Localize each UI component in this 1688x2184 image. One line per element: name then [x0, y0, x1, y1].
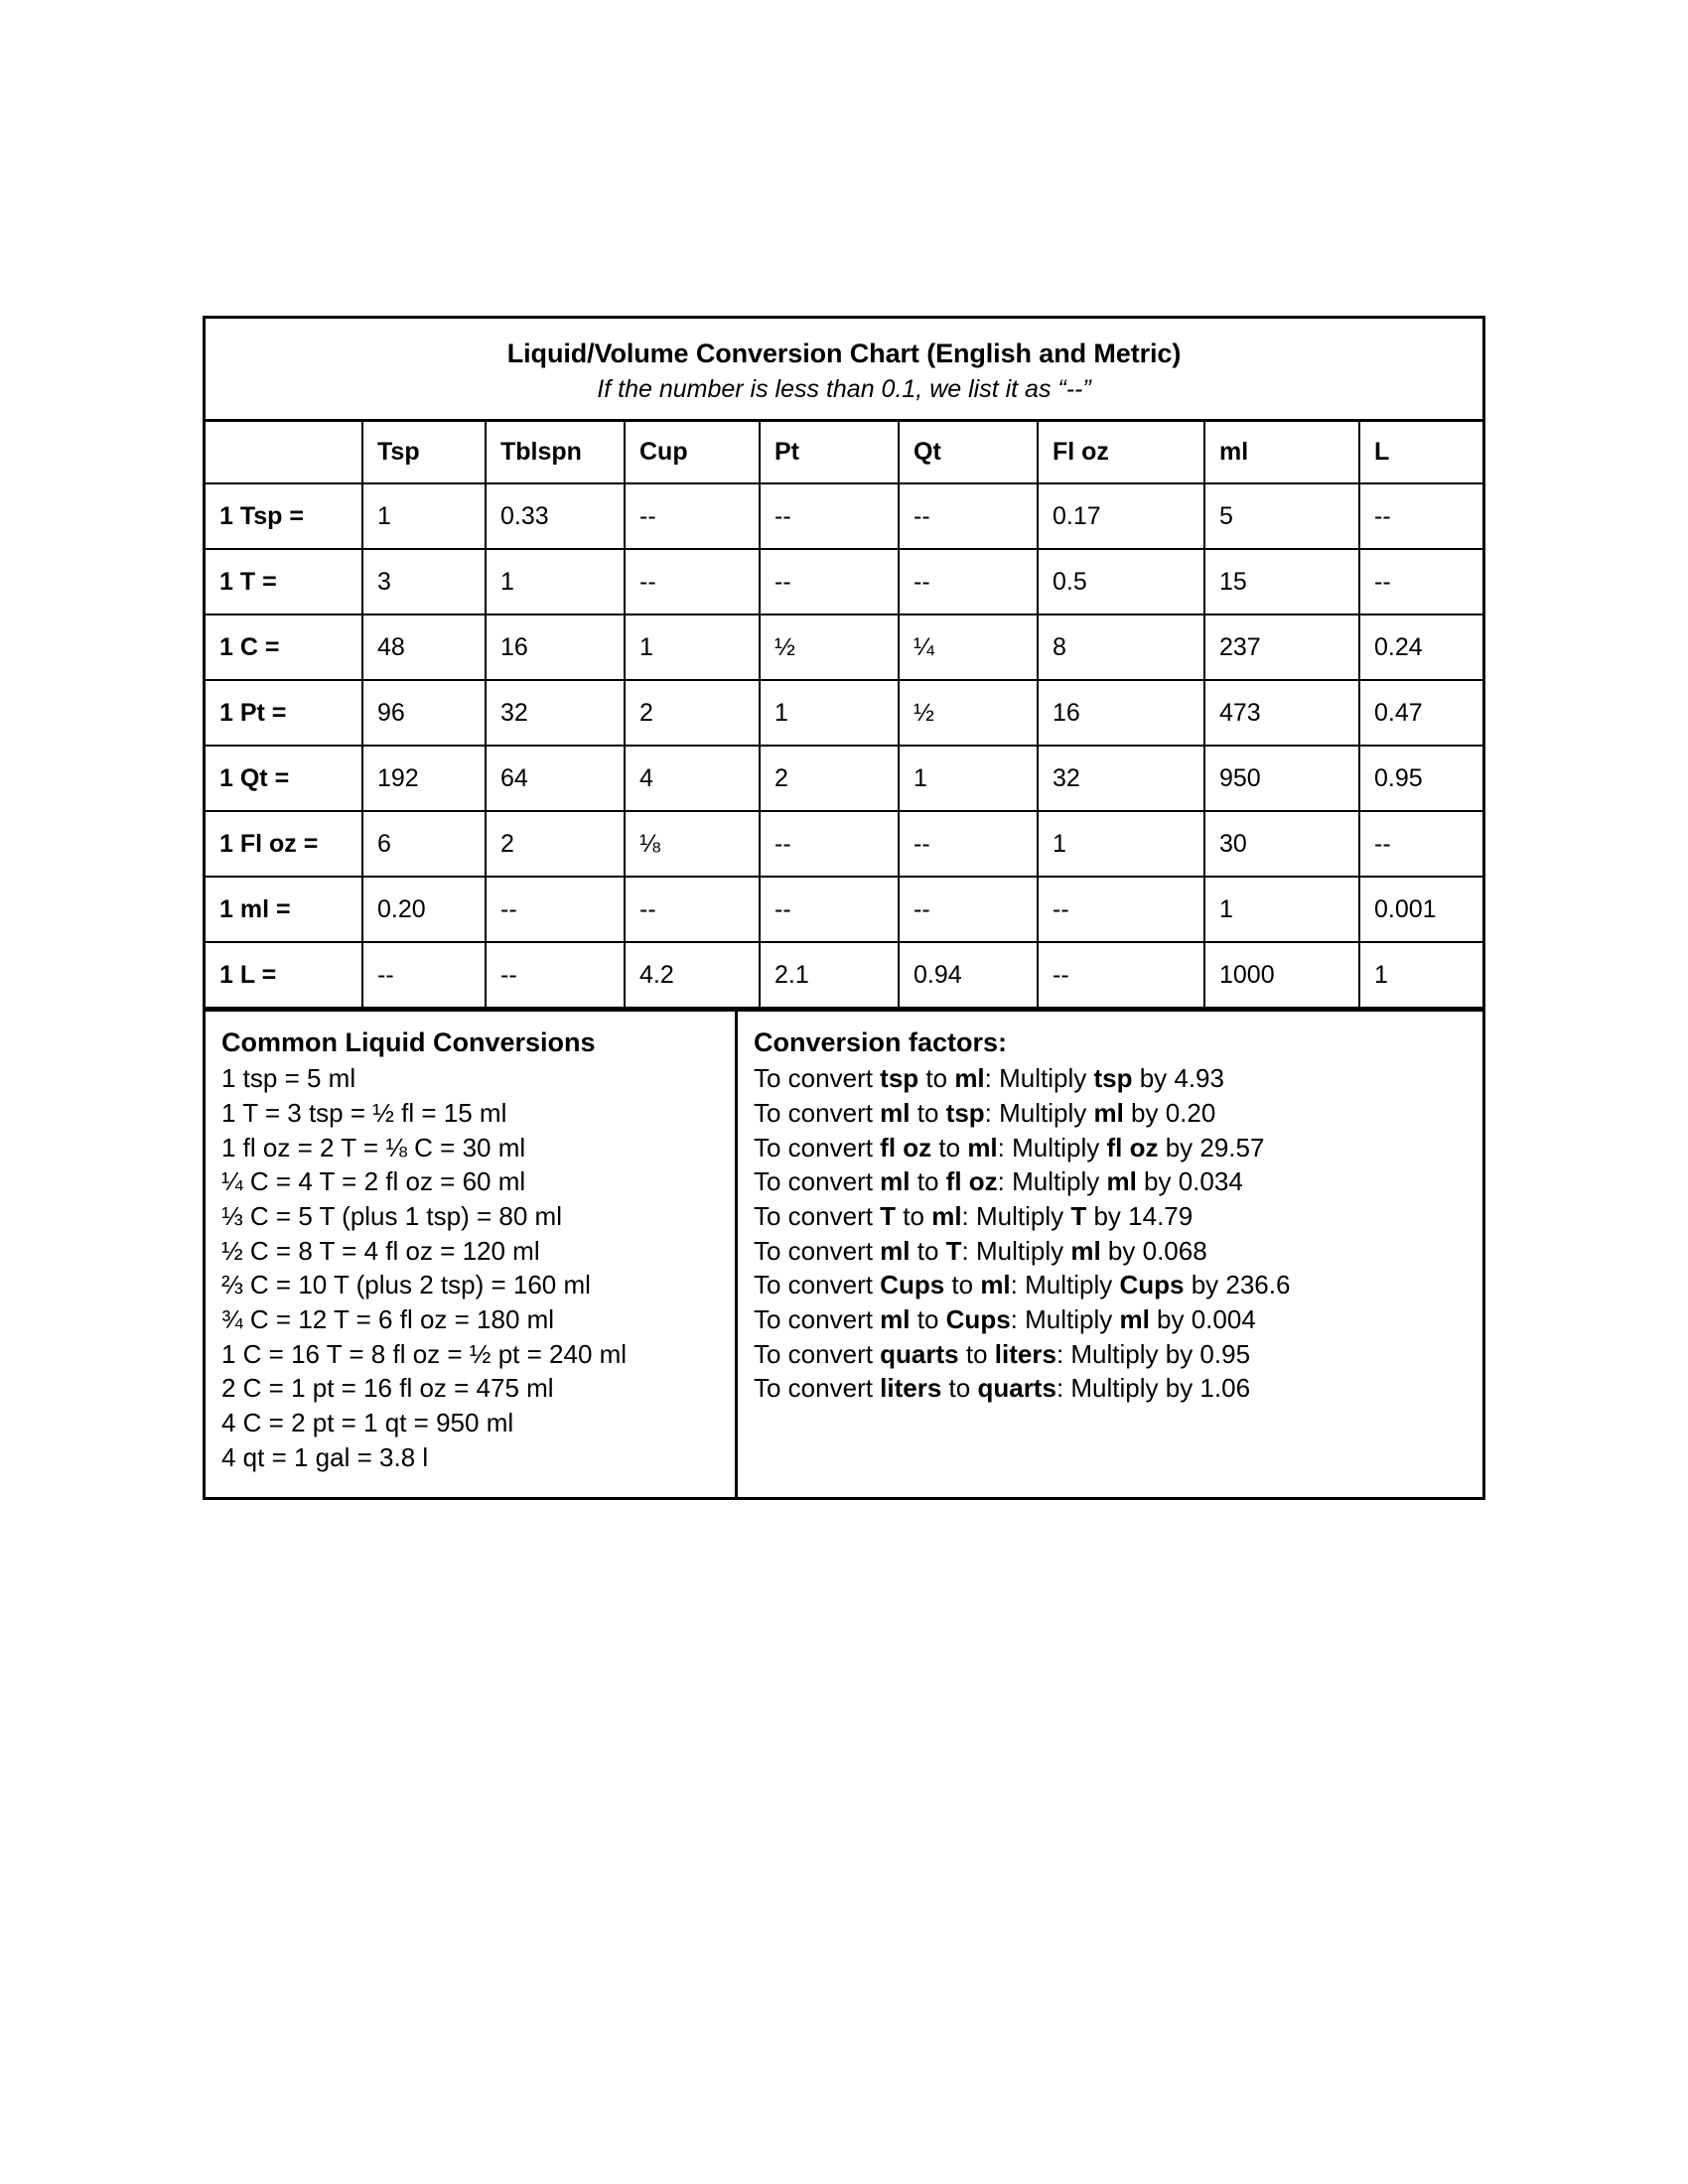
table-cell: 1 — [1359, 942, 1482, 1008]
table-cell: 0.001 — [1359, 877, 1482, 942]
common-conversion-line: ¾ C = 12 T = 6 fl oz = 180 ml — [221, 1304, 555, 1335]
table-row — [206, 877, 1482, 942]
column-header-floz: Fl oz — [1038, 422, 1204, 483]
table-cell: 0.94 — [899, 942, 1038, 1008]
table-cell: -- — [486, 942, 625, 1008]
table-cell: 1 — [625, 614, 760, 680]
table-cell: 30 — [1204, 811, 1359, 877]
table-cell: -- — [362, 942, 486, 1008]
conversion-factor-line: To convert fl oz to ml: Multiply fl oz by 29.57 — [754, 1132, 1265, 1162]
table-cell: ½ — [899, 680, 1038, 746]
common-conversion-line: 1 fl oz = 2 T = ⅛ C = 30 ml — [221, 1132, 526, 1162]
common-conversions-heading: Common Liquid Conversions — [221, 1027, 596, 1058]
conversion-factor-line: To convert tsp to ml: Multiply tsp by 4.93 — [754, 1063, 1224, 1094]
table-cell: 2 — [625, 680, 760, 746]
table-row — [206, 549, 1482, 614]
table-cell: -- — [1038, 942, 1204, 1008]
table-cell: -- — [1359, 483, 1482, 549]
table-row — [206, 811, 1482, 877]
conversion-factors-list — [754, 1061, 1473, 1406]
column-header-tblspn: Tblspn — [486, 422, 625, 483]
table-body — [206, 483, 1482, 1008]
notes-section — [206, 1009, 1482, 1497]
table-cell: 1 — [362, 483, 486, 549]
common-conversion-line: 4 qt = 1 gal = 3.8 l — [221, 1441, 429, 1472]
table-cell: -- — [1359, 549, 1482, 614]
row-header: 1 Pt = — [206, 680, 362, 746]
table-cell: ¼ — [899, 614, 1038, 680]
common-conversions-panel — [206, 1012, 738, 1497]
table-cell: -- — [486, 877, 625, 942]
table-cell: -- — [899, 811, 1038, 877]
table-cell: 0.17 — [1038, 483, 1204, 549]
page-title: Liquid/Volume Conversion Chart (English and Metric) — [506, 339, 1182, 368]
table-cell: -- — [899, 877, 1038, 942]
column-header-tsp: Tsp — [362, 422, 486, 483]
column-header-pt: Pt — [760, 422, 899, 483]
table-cell: 0.20 — [362, 877, 486, 942]
column-header-ml: ml — [1204, 422, 1359, 483]
row-header: 1 Tsp = — [206, 483, 362, 549]
table-cell: 32 — [1038, 746, 1204, 811]
table-cell: 473 — [1204, 680, 1359, 746]
table-cell: 1 — [899, 746, 1038, 811]
table-cell: 8 — [1038, 614, 1204, 680]
table-cell: 2 — [760, 746, 899, 811]
table-cell: 4 — [625, 746, 760, 811]
conversion-factors-heading: Conversion factors: — [754, 1027, 1008, 1058]
common-conversion-line: ⅔ C = 10 T (plus 2 tsp) = 160 ml — [221, 1270, 591, 1300]
common-conversion-line: 4 C = 2 pt = 1 qt = 950 ml — [221, 1408, 514, 1438]
common-conversion-line: ⅓ C = 5 T (plus 1 tsp) = 80 ml — [221, 1200, 562, 1231]
table-cell: ½ — [760, 614, 899, 680]
conversion-factors-panel — [738, 1012, 1482, 1497]
table-cell: 2 — [486, 811, 625, 877]
table-cell: 1 — [1038, 811, 1204, 877]
conversion-table — [206, 422, 1482, 1009]
table-cell: 3 — [362, 549, 486, 614]
common-conversion-line: 1 tsp = 5 ml — [221, 1063, 356, 1094]
row-header: 1 Fl oz = — [206, 811, 362, 877]
table-cell: -- — [760, 877, 899, 942]
conversion-factor-line: To convert ml to Cups: Multiply ml by 0.004 — [754, 1304, 1256, 1335]
table-cell: 192 — [362, 746, 486, 811]
table-cell: -- — [625, 483, 760, 549]
table-cell: 0.95 — [1359, 746, 1482, 811]
column-header-qt: Qt — [899, 422, 1038, 483]
table-cell: 2.1 — [760, 942, 899, 1008]
table-cell: 237 — [1204, 614, 1359, 680]
table-cell: 96 — [362, 680, 486, 746]
common-conversion-line: 1 C = 16 T = 8 fl oz = ½ pt = 240 ml — [221, 1338, 628, 1369]
table-cell: 16 — [486, 614, 625, 680]
table-cell: 16 — [1038, 680, 1204, 746]
chart-title-block — [206, 319, 1482, 422]
common-conversion-line: ½ C = 8 T = 4 fl oz = 120 ml — [221, 1235, 540, 1266]
column-header-l: L — [1359, 422, 1482, 483]
table-cell: -- — [760, 549, 899, 614]
table-cell: -- — [1359, 811, 1482, 877]
table-cell: 0.33 — [486, 483, 625, 549]
conversion-factor-line: To convert quarts to liters: Multiply by 0.95 — [754, 1338, 1251, 1369]
table-cell: 950 — [1204, 746, 1359, 811]
conversion-factor-line: To convert ml to fl oz: Multiply ml by 0.034 — [754, 1166, 1243, 1197]
table-header-row — [206, 422, 1482, 483]
row-header: 1 L = — [206, 942, 362, 1008]
table-row — [206, 483, 1482, 549]
table-cell: -- — [625, 549, 760, 614]
table-cell: -- — [760, 811, 899, 877]
table-cell: 64 — [486, 746, 625, 811]
table-cell: -- — [760, 483, 899, 549]
table-cell: 5 — [1204, 483, 1359, 549]
table-row — [206, 680, 1482, 746]
table-cell: -- — [899, 483, 1038, 549]
table-cell: -- — [899, 549, 1038, 614]
row-header: 1 T = — [206, 549, 362, 614]
conversion-factor-line: To convert ml to T: Multiply ml by 0.068 — [754, 1235, 1207, 1266]
table-row — [206, 746, 1482, 811]
common-conversion-line: 1 T = 3 tsp = ½ fl = 15 ml — [221, 1097, 507, 1128]
table-corner-cell — [206, 422, 362, 483]
table-cell: -- — [625, 877, 760, 942]
table-cell: 48 — [362, 614, 486, 680]
conversion-factor-line: To convert T to ml: Multiply T by 14.79 — [754, 1200, 1194, 1231]
table-row — [206, 614, 1482, 680]
table-cell: 15 — [1204, 549, 1359, 614]
table-cell: ⅛ — [625, 811, 760, 877]
table-cell: 1000 — [1204, 942, 1359, 1008]
table-cell: 1 — [1204, 877, 1359, 942]
row-header: 1 C = — [206, 614, 362, 680]
table-cell: 6 — [362, 811, 486, 877]
row-header: 1 Qt = — [206, 746, 362, 811]
table-cell: 1 — [486, 549, 625, 614]
table-cell: 0.24 — [1359, 614, 1482, 680]
common-conversions-list — [221, 1061, 725, 1474]
table-cell: 32 — [486, 680, 625, 746]
conversion-factor-line: To convert Cups to ml: Multiply Cups by 236.6 — [754, 1270, 1291, 1300]
table-header — [206, 422, 1482, 483]
column-header-cup: Cup — [625, 422, 760, 483]
table-cell: 0.5 — [1038, 549, 1204, 614]
table-cell: 1 — [760, 680, 899, 746]
conversion-factor-line: To convert ml to tsp: Multiply ml by 0.20 — [754, 1097, 1216, 1128]
common-conversion-line: 2 C = 1 pt = 16 fl oz = 475 ml — [221, 1373, 554, 1404]
table-row — [206, 942, 1482, 1008]
table-cell: 4.2 — [625, 942, 760, 1008]
conversion-chart-sheet — [203, 316, 1485, 1500]
row-header: 1 ml = — [206, 877, 362, 942]
common-conversion-line: ¼ C = 4 T = 2 fl oz = 60 ml — [221, 1166, 526, 1197]
table-cell: -- — [1038, 877, 1204, 942]
table-cell: 0.47 — [1359, 680, 1482, 746]
page-subtitle: If the number is less than 0.1, we list it as “--” — [597, 374, 1091, 403]
conversion-factor-line: To convert liters to quarts: Multiply by 1.06 — [754, 1373, 1251, 1404]
